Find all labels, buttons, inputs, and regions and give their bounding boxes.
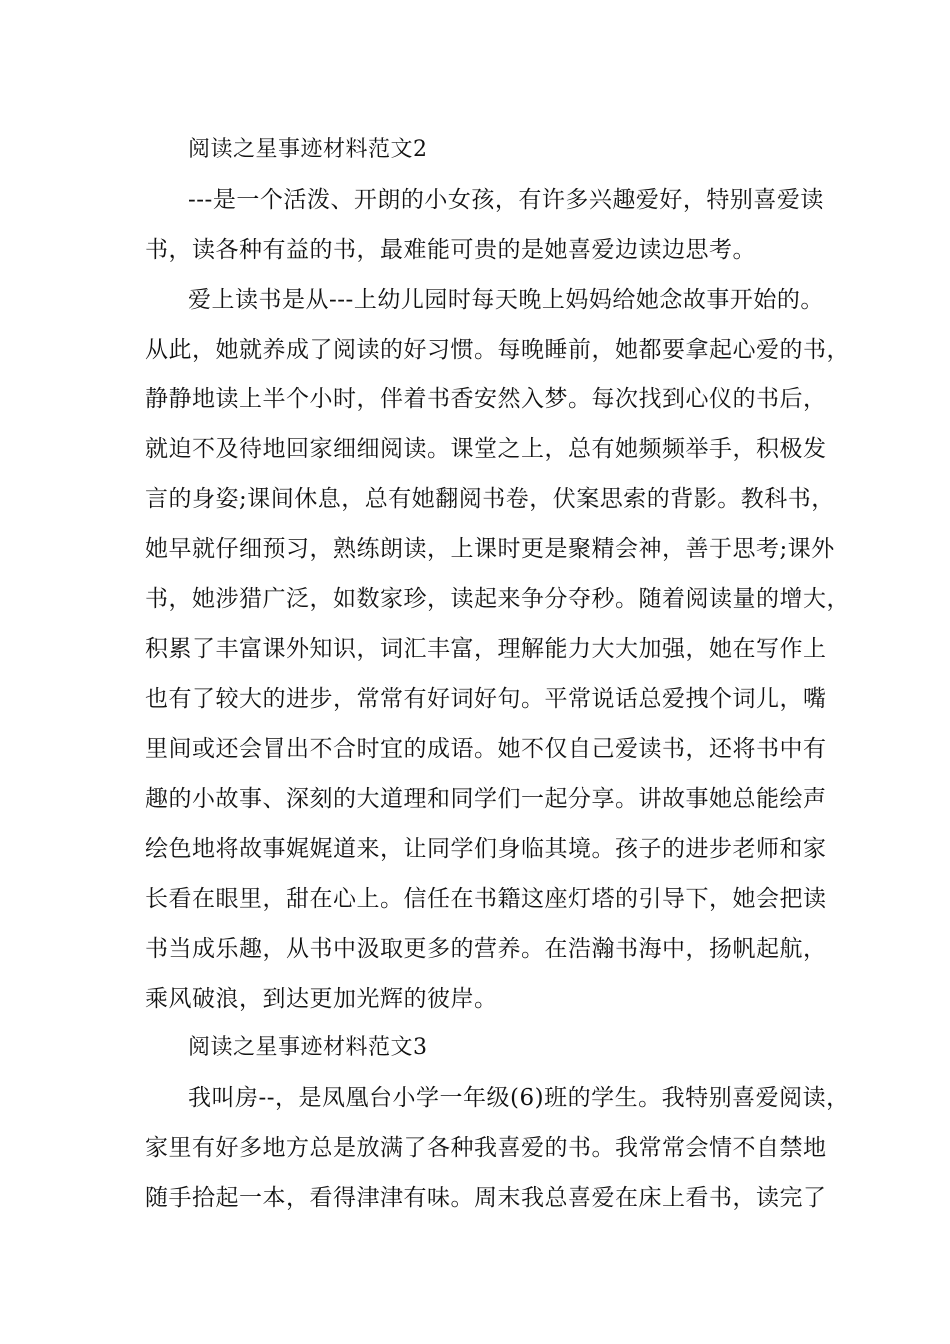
section-heading-2: 阅读之星事迹材料范文2 <box>188 137 428 162</box>
text-line: 家里有好多地方总是放满了各种我喜爱的书。我常常会情不自禁地 <box>145 1135 827 1161</box>
text-line: 长看在眼里，甜在心上。信任在书籍这座灯塔的引导下，她会把读 <box>145 886 827 912</box>
text-line: 从此，她就养成了阅读的好习惯。每晚睡前，她都要拿起心爱的书， <box>145 337 850 363</box>
text-line: 爱上读书是从---上幼儿园时每天晚上妈妈给她念故事开始的。 <box>188 287 824 313</box>
text-line: 乘风破浪，到达更加光辉的彼岸。 <box>145 986 498 1012</box>
text-line: 趣的小故事、深刻的大道理和同学们一起分享。讲故事她总能绘声 <box>145 786 827 812</box>
text-line: 言的身姿;课间休息，总有她翻阅书卷，伏案思索的背影。教科书， <box>145 486 835 512</box>
text-line: 随手拾起一本，看得津津有味。周末我总喜爱在床上看书，读完了 <box>145 1185 827 1211</box>
text-line: 我叫房--，是凤凰台小学一年级(6)班的学生。我特别喜爱阅读， <box>188 1085 850 1111</box>
text-line: 静静地读上半个小时，伴着书香安然入梦。每次找到心仪的书后， <box>145 386 827 412</box>
text-line: 她早就仔细预习，熟练朗读，上课时更是聚精会神，善于思考;课外 <box>145 536 835 562</box>
text-line: 书当成乐趣，从书中汲取更多的营养。在浩瀚书海中，扬帆起航， <box>145 936 827 962</box>
text-line: 就迫不及待地回家细细阅读。课堂之上，总有她频频举手，积极发 <box>145 436 827 462</box>
text-line: 也有了较大的进步，常常有好词好句。平常说话总爱拽个词儿，嘴 <box>145 686 827 712</box>
text-line: 书，她涉猎广泛，如数家珍，读起来争分夺秒。随着阅读量的增大， <box>145 586 850 612</box>
section-heading-3: 阅读之星事迹材料范文3 <box>188 1035 428 1060</box>
text-line: 书，读各种有益的书，最难能可贵的是她喜爱边读边思考。 <box>145 237 756 263</box>
text-line: 积累了丰富课外知识，词汇丰富，理解能力大大加强，她在写作上 <box>145 636 827 662</box>
text-line: ---是一个活泼、开朗的小女孩，有许多兴趣爱好，特别喜爱读 <box>188 187 824 213</box>
text-line: 绘色地将故事娓娓道来，让同学们身临其境。孩子的进步老师和家 <box>145 836 827 862</box>
text-line: 里间或还会冒出不合时宜的成语。她不仅自己爱读书，还将书中有 <box>145 736 827 762</box>
